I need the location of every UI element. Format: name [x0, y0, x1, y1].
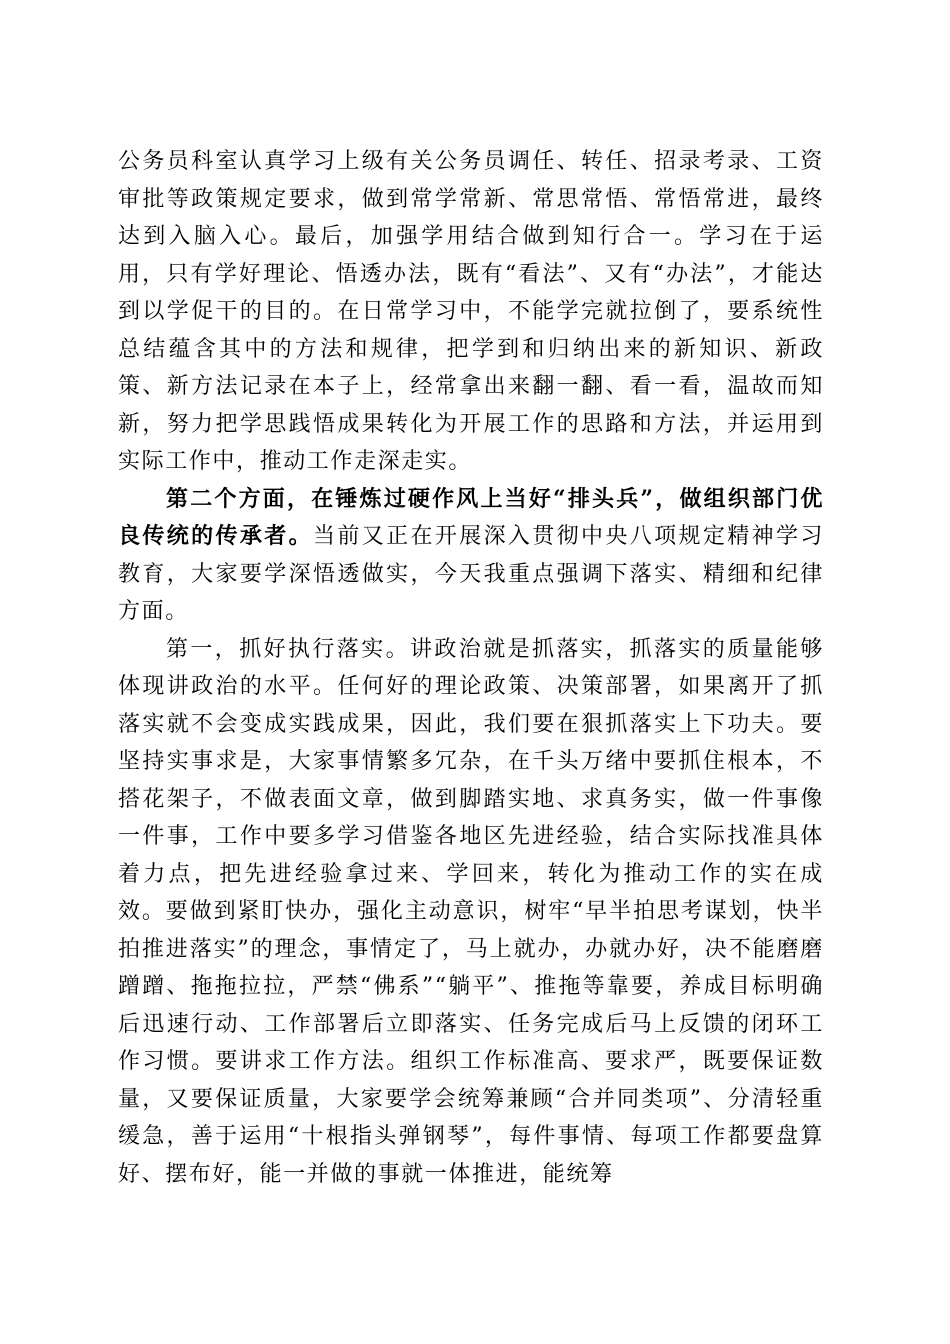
paragraph-text: 公务员科室认真学习上级有关公务员调任、转任、招录考录、工资审批等政策规定要求，做到常学常新、常思常悟、常悟常进，最终达到入脑入心。最后，加强学用结合做到知行合一。学习在于运用，只有学好理论、悟透办法，既有“看法”、又有“办法”，才能达到以学促干的目的。在日常学习中，不能学完就拉倒了，要系统性总结蕴含其中的方法和规律，把学到和归纳出来的新知识、新政策、新方法记录在本子上，经常拿出来翻一翻、看一看，温故而知新，努力把学思践悟成果转化为开展工作的思路和方法，并运用到实际工作中，推动工作走深走实。: [118, 149, 824, 474]
document-page: [118, 143, 824, 1193]
paragraph-text: 第一，抓好执行落实。讲政治就是抓落实，抓落实的质量能够体现讲政治的水平。任何好的理论政策、决策部署，如果离开了抓落实就不会变成实践成果，因此，我们要在狠抓落实上下功夫。要坚持实事求是，大家事情繁多冗杂，在千头万绪中要抓住根本，不搭花架子，不做表面文章，做到脚踏实地、求真务实，做一件事像一件事，工作中要多学习借鉴各地区先进经验，结合实际找准具体着力点，把先进经验拿过来、学回来，转化为推动工作的实在成效。要做到紧盯快办，强化主动意识，树牢“早半拍思考谋划，快半拍推进落实”的理念，事情定了，马上就办，办就办好，决不能磨磨蹭蹭、拖拖拉拉，严禁“佛系”“躺平”、推拖等靠要，养成目标明确后迅速行动、工作部署后立即落实、任务完成后马上反馈的闭环工作习惯。要讲求工作方法。组织工作标准高、要求严，既要保证数量，又要保证质量，大家要学会统筹兼顾“合并同类项”、分清轻重缓急，善于运用“十根指头弹钢琴”，每件事情、每项工作都要盘算好、摆布好，能一并做的事就一体推进，能统筹: [118, 636, 824, 1187]
paragraph-text: 当前又正在开展深入贯彻中央八项规定精神学习教育，大家要学深悟透做实，今天我重点强调下落实、精细和纪律方面。: [118, 524, 824, 624]
paragraph-study-application: [118, 143, 824, 481]
paragraph-execution: [118, 631, 824, 1194]
paragraph-second-aspect: [118, 481, 824, 631]
section-heading-second-aspect: 第二个方面，在锤炼过硬作风上当好“排头兵”，做组织部门优良传统的传承者。: [118, 485, 824, 549]
